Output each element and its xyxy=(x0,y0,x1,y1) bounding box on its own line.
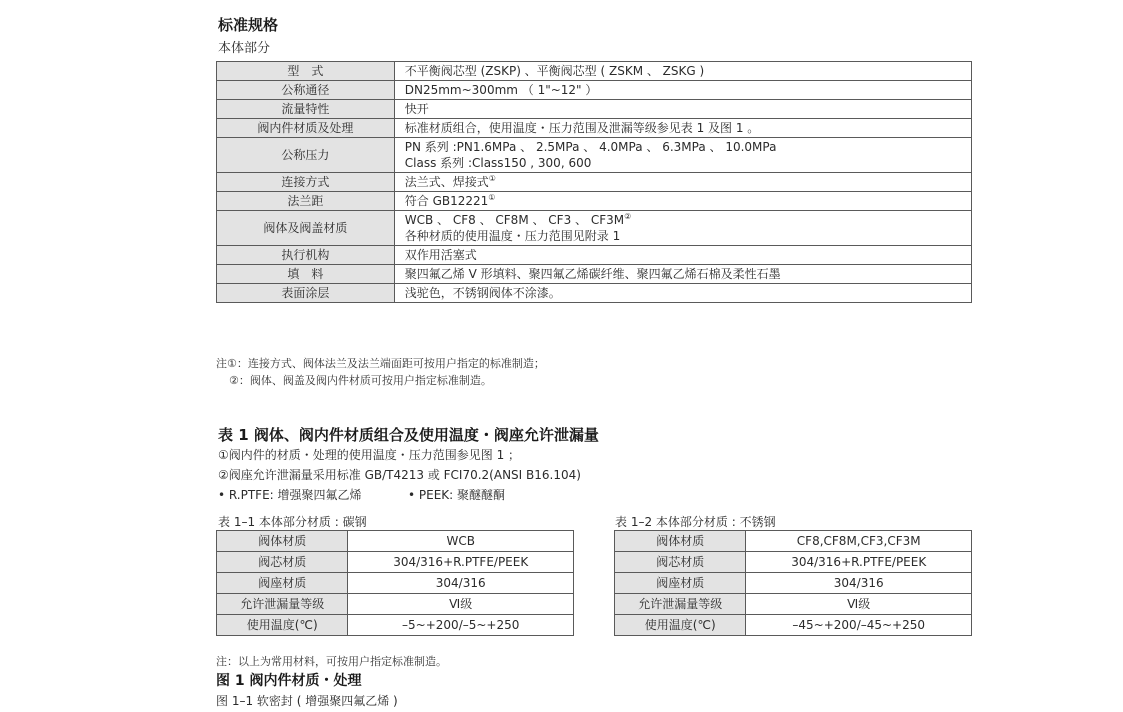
figure-title: 图 1 阀内件材质・处理 xyxy=(216,673,362,689)
footnote-marker: ① xyxy=(488,193,496,202)
spec-label: 公称通径 xyxy=(217,81,395,100)
spec-row xyxy=(217,246,972,265)
material-row xyxy=(217,573,574,594)
material-label: 使用温度(℃) xyxy=(217,615,348,636)
material-value: 304/316 xyxy=(746,573,972,594)
table1-title: 表 1 阀体、阀内件材质组合及使用温度・阀座允许泄漏量 xyxy=(218,426,599,444)
spec-value-line xyxy=(405,228,967,244)
spec-value-text: 法兰式、焊接式 xyxy=(404,175,489,189)
material-row xyxy=(615,615,972,636)
spec-row xyxy=(217,81,972,100)
spec-label: 阀体及阀盖材质 xyxy=(217,211,395,246)
spec-value-line xyxy=(405,101,967,117)
spec-value-text: 标准材质组合，使用温度・压力范围及泄漏等级参见表 1 及图 1 。 xyxy=(404,121,760,135)
figure-subtitle: 图 1–1 软密封 ( 增强聚四氟乙烯 ) xyxy=(216,694,398,708)
spec-value xyxy=(394,192,971,211)
spec-value-text: 聚四氟乙烯 V 形填料、聚四氟乙烯碳纤维、聚四氟乙烯石棉及柔性石墨 xyxy=(404,267,781,281)
spec-value-line xyxy=(405,193,967,209)
spec-label: 型 式 xyxy=(217,62,395,81)
spec-label: 连接方式 xyxy=(217,173,395,192)
material-value: 304/316+R.PTFE/PEEK xyxy=(348,552,574,573)
material-row xyxy=(217,552,574,573)
material-label: 允许泄漏量等级 xyxy=(615,594,746,615)
spec-row xyxy=(217,138,972,173)
spec-value xyxy=(394,173,971,192)
abbrev-rptfe: • R.PTFE: 增强聚四氟乙烯 xyxy=(218,488,362,502)
spec-label: 公称压力 xyxy=(217,138,395,173)
abbrev-peek: • PEEK: 聚醚醚酮 xyxy=(408,488,506,502)
spec-value-text: 各种材质的使用温度・压力范围见附录 1 xyxy=(404,229,621,243)
spec-row xyxy=(217,62,972,81)
material-label: 使用温度(℃) xyxy=(615,615,746,636)
note-1: 注①：连接方式、阀体法兰及法兰端面距可按用户指定的标准制造； xyxy=(216,357,545,370)
footnote-marker: ② xyxy=(624,212,632,221)
spec-value-line xyxy=(405,174,967,190)
material-label: 阀体材质 xyxy=(615,531,746,552)
spec-value-line xyxy=(405,266,967,282)
material-value: Ⅵ级 xyxy=(746,594,972,615)
footnote: 注：以上为常用材料，可按用户指定标准制造。 xyxy=(216,655,447,668)
material-row xyxy=(615,594,972,615)
material-value: Ⅵ级 xyxy=(348,594,574,615)
spec-value-text: 快开 xyxy=(404,102,429,116)
subsection-title: 本体部分 xyxy=(218,41,271,56)
spec-value-text: WCB 、 CF8 、 CF8M 、 CF3 、 CF3M xyxy=(404,213,625,227)
spec-row xyxy=(217,284,972,303)
material-value: CF8,CF8M,CF3,CF3M xyxy=(746,531,972,552)
section-title: 标准规格 xyxy=(218,16,279,34)
spec-value-line xyxy=(405,82,967,98)
spec-value-line xyxy=(405,63,967,79)
material-row xyxy=(615,573,972,594)
spec-label: 填 料 xyxy=(217,265,395,284)
material-row xyxy=(217,615,574,636)
spec-value-line xyxy=(405,212,967,228)
material-value: 304/316+R.PTFE/PEEK xyxy=(746,552,972,573)
spec-value-text: PN 系列 :PN1.6MPa 、 2.5MPa 、 4.0MPa 、 6.3MPa 、 10.0MPa xyxy=(404,140,777,154)
table1-2 xyxy=(614,530,972,636)
spec-value-text: 浅驼色，不锈钢阀体不涂漆。 xyxy=(404,286,561,300)
footnote-marker: ① xyxy=(488,174,496,183)
spec-value-line xyxy=(405,285,967,301)
spec-value xyxy=(394,119,971,138)
spec-value-text: DN25mm~300mm （ 1"~12" ） xyxy=(404,83,598,97)
spec-value-text: 符合 GB12221 xyxy=(404,194,489,208)
spec-row xyxy=(217,119,972,138)
spec-row xyxy=(217,265,972,284)
material-row xyxy=(615,552,972,573)
spec-row xyxy=(217,173,972,192)
spec-label: 表面涂层 xyxy=(217,284,395,303)
material-value: WCB xyxy=(348,531,574,552)
spec-value-line xyxy=(405,247,967,263)
spec-label: 阀内件材质及处理 xyxy=(217,119,395,138)
spec-value-line xyxy=(405,139,967,155)
spec-value xyxy=(394,284,971,303)
material-label: 阀体材质 xyxy=(217,531,348,552)
spec-value xyxy=(394,100,971,119)
material-label: 阀座材质 xyxy=(217,573,348,594)
spec-value-text: 不平衡阀芯型 (ZSKP) 、平衡阀芯型 ( ZSKM 、 ZSKG ) xyxy=(404,64,705,78)
table1-2-caption: 表 1–2 本体部分材质 : 不锈钢 xyxy=(615,515,776,529)
spec-label: 流量特性 xyxy=(217,100,395,119)
material-label: 阀芯材质 xyxy=(615,552,746,573)
spec-value xyxy=(394,246,971,265)
spec-value xyxy=(394,265,971,284)
spec-value-line xyxy=(405,120,967,136)
material-label: 阀芯材质 xyxy=(217,552,348,573)
spec-value-line xyxy=(405,155,967,171)
spec-table xyxy=(216,61,972,303)
material-row xyxy=(615,531,972,552)
spec-row xyxy=(217,211,972,246)
material-value: 304/316 xyxy=(348,573,574,594)
spec-row xyxy=(217,100,972,119)
material-label: 允许泄漏量等级 xyxy=(217,594,348,615)
material-label: 阀座材质 xyxy=(615,573,746,594)
table1-1 xyxy=(216,530,574,636)
spec-value xyxy=(394,138,971,173)
table1-note-1: ①阀内件的材质・处理的使用温度・压力范围参见图 1 ； xyxy=(218,448,521,462)
material-row xyxy=(217,594,574,615)
spec-value-text: 双作用活塞式 xyxy=(404,248,477,262)
spec-label: 法兰距 xyxy=(217,192,395,211)
spec-value-text: Class 系列 :Class150 , 300, 600 xyxy=(404,156,592,170)
table1-1-caption: 表 1–1 本体部分材质 : 碳钢 xyxy=(218,515,367,529)
spec-label: 执行机构 xyxy=(217,246,395,265)
material-value: –5~+200/–5~+250 xyxy=(348,615,574,636)
material-value: –45~+200/–45~+250 xyxy=(746,615,972,636)
spec-row xyxy=(217,192,972,211)
spec-value xyxy=(394,81,971,100)
spec-value xyxy=(394,62,971,81)
note-2: ②：阀体、阀盖及阀内件材质可按用户指定标准制造。 xyxy=(229,374,492,387)
material-row xyxy=(217,531,574,552)
table1-note-2: ②阀座允许泄漏量采用标准 GB/T4213 或 FCI70.2(ANSI B16.104) xyxy=(218,468,581,482)
spec-value xyxy=(394,211,971,246)
